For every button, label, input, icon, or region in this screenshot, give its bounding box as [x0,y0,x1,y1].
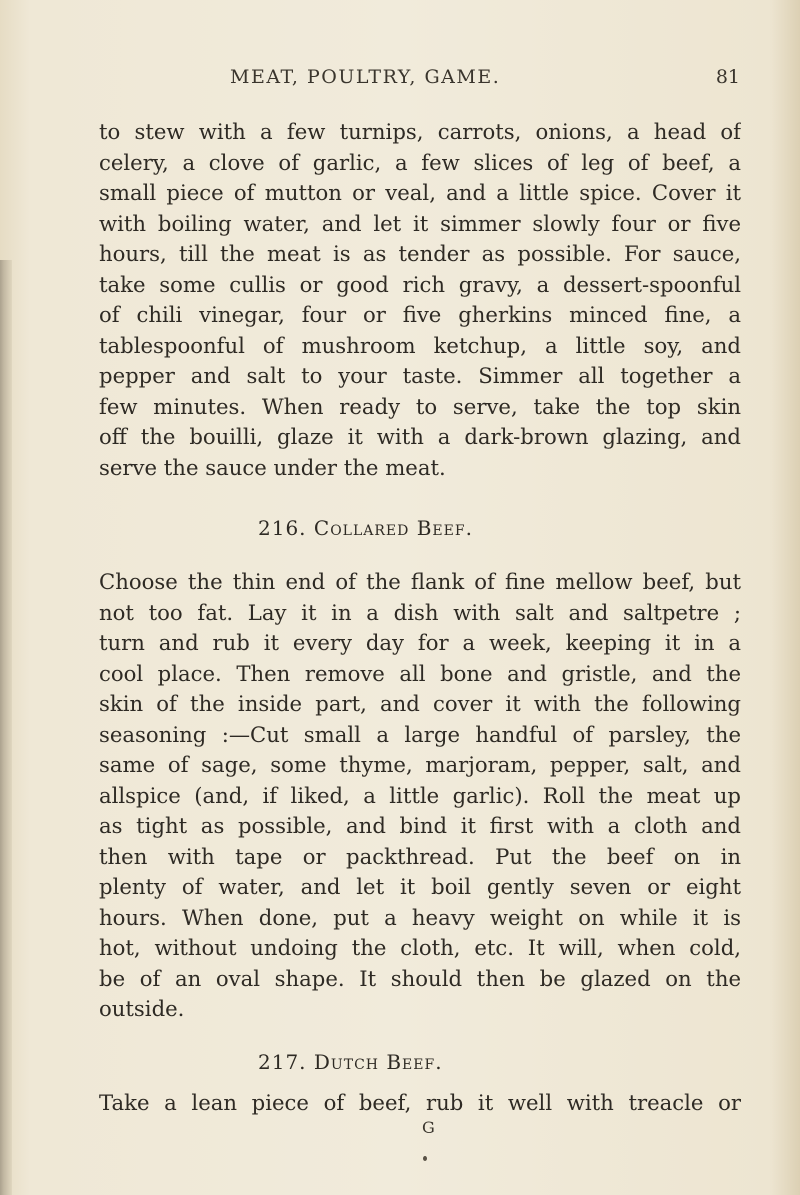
section-title: Dutch Beef. [313,1050,443,1074]
text-line: off the bouilli, glaze it with a dark-brown glazing, and [99,424,741,449]
section-heading-217 [258,1050,443,1074]
text-line: pepper and salt to your taste. Simmer all together a [99,363,741,388]
text-line: cool place. Then remove all bone and gristle, and the [99,660,741,686]
text-line: hours, till the meat is as tender as possible. For sauce, [99,241,741,266]
text-line: to stew with a few turnips, carrots, onions, a head of [99,119,741,144]
running-head: MEAT, POULTRY, GAME. [230,66,501,88]
text-line: skin of the inside part, and cover it with the following [99,691,741,716]
text-line: then with tape or packthread. Put the beef on in [99,843,741,869]
text-line: Take a lean piece of beef, rub it well with treacle or [99,1090,741,1115]
text-line: celery, a clove of garlic, a few slices of leg of beef, a [99,149,741,175]
text-line: outside. [99,996,185,1021]
text-line: plenty of water, and let it boil gently seven or eight [99,874,741,899]
text-line: tablespoonful of mushroom ketchup, a little soy, and [99,332,741,358]
text-line: take some cullis or good rich gravy, a dessert-spoonful [99,271,741,297]
text-line: hot, without undoing the cloth, etc. It will, when cold, [99,935,741,960]
text-line: with boiling water, and let it simmer slowly four or five [99,210,741,236]
text-line: seasoning :—Cut small a large handful of parsley, the [99,721,741,747]
section-number: 217. [258,1050,307,1074]
text-line: serve the sauce under the meat. [99,454,446,480]
section-heading-216 [258,516,473,540]
text-line: same of sage, some thyme, marjoram, pepper, salt, and [99,752,741,777]
text-line: allspice (and, if liked, a little garlic). Roll the meat up [99,782,741,808]
text-line: not too fat. Lay it in a dish with salt and saltpetre ; [99,599,741,625]
section-number: 216. [258,516,307,540]
text-line: as tight as possible, and bind it first with a cloth and [99,813,741,838]
text-line: Choose the thin end of the flank of fine mellow beef, but [99,569,741,594]
page-header [100,60,740,100]
ink-speck [423,1156,427,1161]
book-spine-shadow [0,260,12,1195]
section-title: Collared Beef. [313,516,473,540]
text-line: few minutes. When ready to serve, take the top skin [99,393,741,419]
text-line: small piece of mutton or veal, and a little spice. Cover it [99,180,741,205]
text-line: be of an oval shape. It should then be glazed on the [99,965,741,991]
text-line: turn and rub it every day for a week, keeping it in a [99,630,741,655]
signature-mark: G [422,1118,435,1137]
text-line: of chili vinegar, four or five gherkins minced fine, a [99,302,741,327]
text-line: hours. When done, put a heavy weight on while it is [99,904,741,930]
page-number: 81 [715,66,740,88]
paragraph-collared-beef [99,567,741,1025]
paragraph-stew-continued [99,117,741,483]
paragraph-dutch-beef [99,1088,741,1119]
